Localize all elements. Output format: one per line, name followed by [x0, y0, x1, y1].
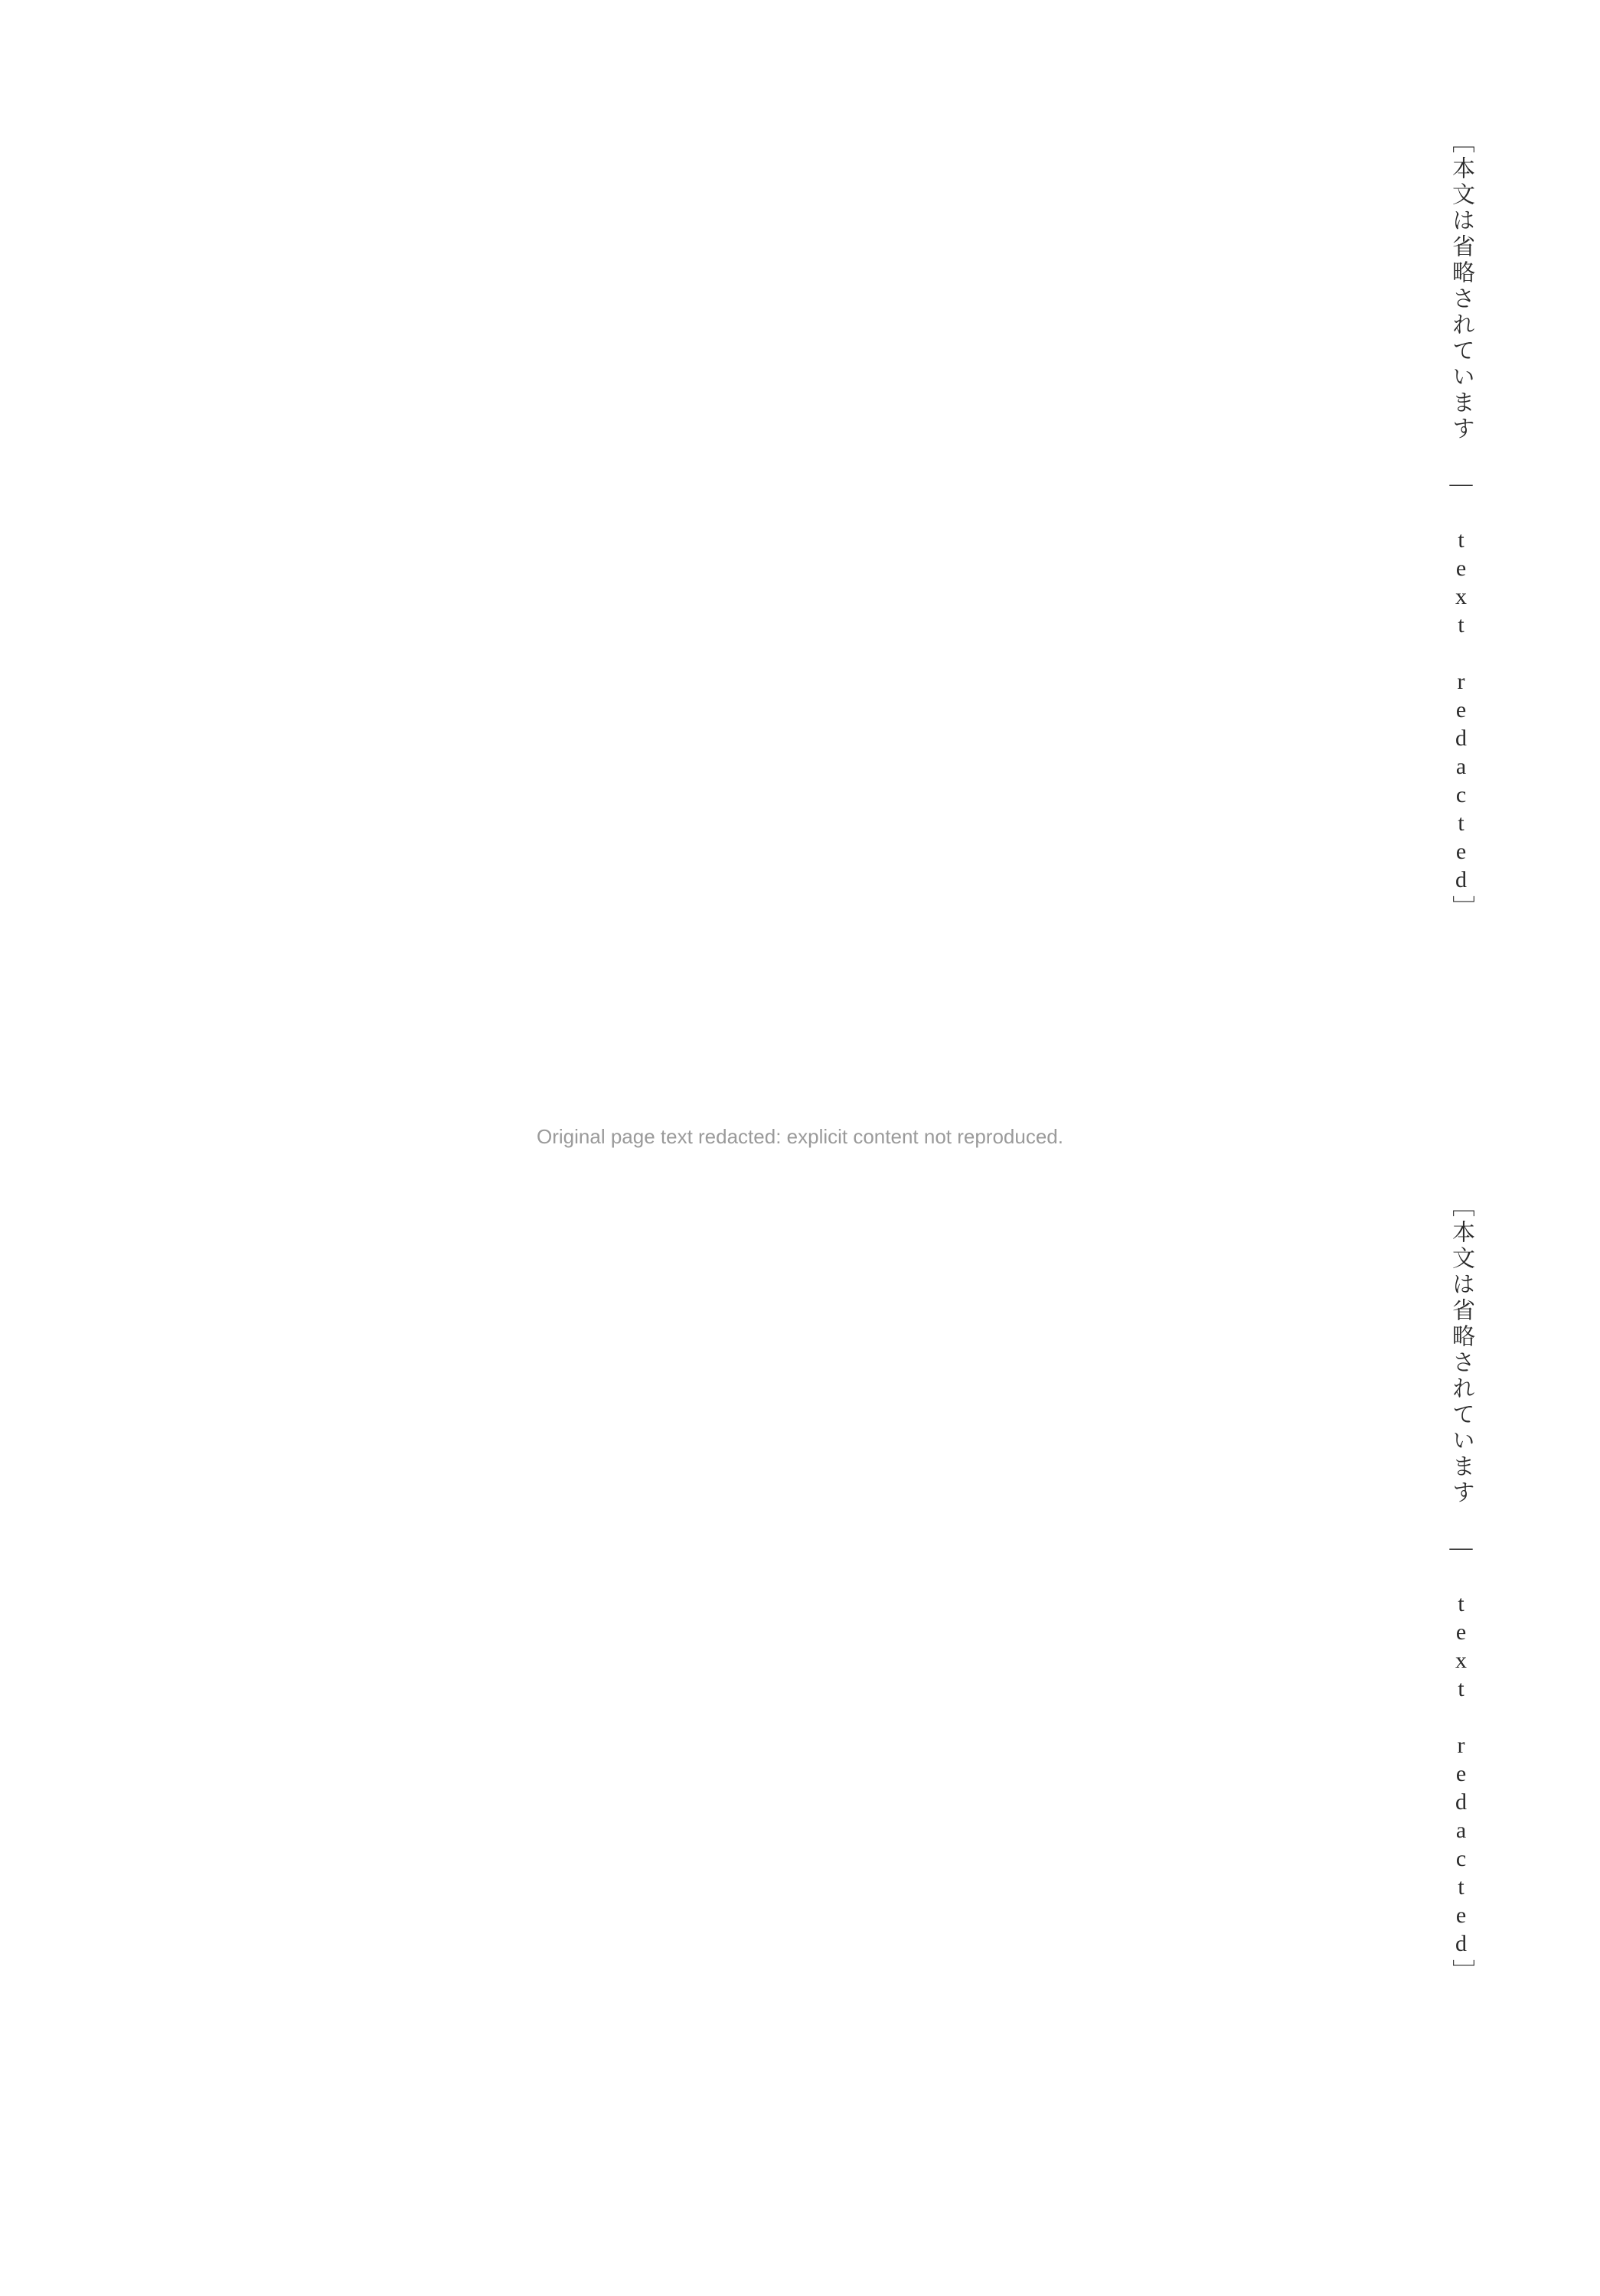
upper-text-block: ［本文は省略されています — text redacted］	[1448, 130, 1474, 921]
redaction-note: Original page text redacted: explicit content not reproduced.	[537, 1125, 1063, 1148]
lower-text-block: ［本文は省略されています — text redacted］	[1448, 1194, 1474, 1985]
